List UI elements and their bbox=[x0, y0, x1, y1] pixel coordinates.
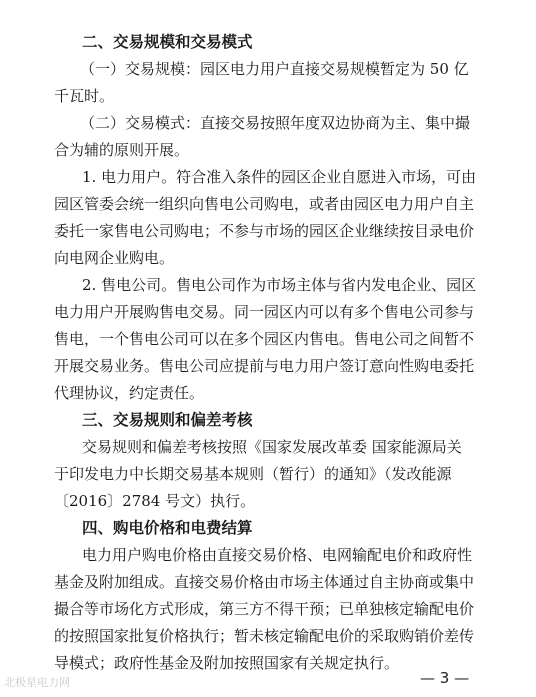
paragraph-line: 1. 电力用户。符合准入条件的园区企业自愿进入市场，可由 bbox=[82, 168, 477, 186]
paragraph-line: 交易规则和偏差考核按照《国家发展改革委 国家能源局关 bbox=[82, 438, 462, 456]
paragraph-line: 售电，一个售电公司可以在多个园区内售电。售电公司之间暂不 bbox=[54, 330, 475, 348]
paragraph-line: 代理协议，约定责任。 bbox=[54, 384, 205, 402]
paragraph-line: 千瓦时。 bbox=[54, 87, 115, 105]
paragraph-line: 开展交易业务。售电公司应提前与电力用户签订意向性购电委托 bbox=[54, 357, 475, 375]
paragraph-line: 〔2016〕2784 号文）执行。 bbox=[54, 492, 256, 510]
page-number: — 3 — bbox=[420, 669, 470, 687]
watermark-text: 北极星电力网 bbox=[4, 676, 70, 689]
paragraph-line: 2. 售电公司。售电公司作为市场主体与省内发电企业、园区 bbox=[82, 276, 477, 294]
paragraph-line: 的按照国家批复价格执行；暂未核定输配电价的采取购销价差传 bbox=[54, 627, 475, 645]
paragraph-line: 于印发电力中长期交易基本规则（暂行）的通知》（发改能源 bbox=[54, 465, 452, 483]
paragraph-line: 电力用户开展购售电交易。同一园区内可以有多个售电公司参与 bbox=[54, 303, 475, 321]
paragraph-line: 导模式；政府性基金及附加按照国家有关规定执行。 bbox=[54, 654, 400, 672]
paragraph-line: （一）交易规模：园区电力用户直接交易规模暂定为 50 亿 bbox=[80, 60, 469, 78]
paragraph-line: 向电网企业购电。 bbox=[54, 249, 175, 267]
paragraph-line: 基金及附加组成。直接交易价格由市场主体通过自主协商或集中 bbox=[54, 573, 475, 591]
paragraph-line: 委托一家售电公司购电；不参与市场的园区企业继续按目录电价 bbox=[54, 222, 475, 240]
heading-section-2: 二、交易规模和交易模式 bbox=[82, 33, 253, 51]
paragraph-line: 电力用户购电价格由直接交易价格、电网输配电价和政府性 bbox=[82, 546, 473, 564]
paragraph-line: （二）交易模式：直接交易按照年度双边协商为主、集中撮 bbox=[80, 114, 471, 132]
heading-section-3: 三、交易规则和偏差考核 bbox=[82, 411, 253, 429]
paragraph-line: 合为辅的原则开展。 bbox=[54, 141, 190, 159]
paragraph-line: 撮合等市场化方式形成，第三方不得干预；已单独核定输配电价 bbox=[54, 600, 475, 618]
paragraph-line: 园区管委会统一组织向售电公司购电，或者由园区电力用户自主 bbox=[54, 195, 475, 213]
heading-section-4: 四、购电价格和电费结算 bbox=[82, 519, 253, 537]
